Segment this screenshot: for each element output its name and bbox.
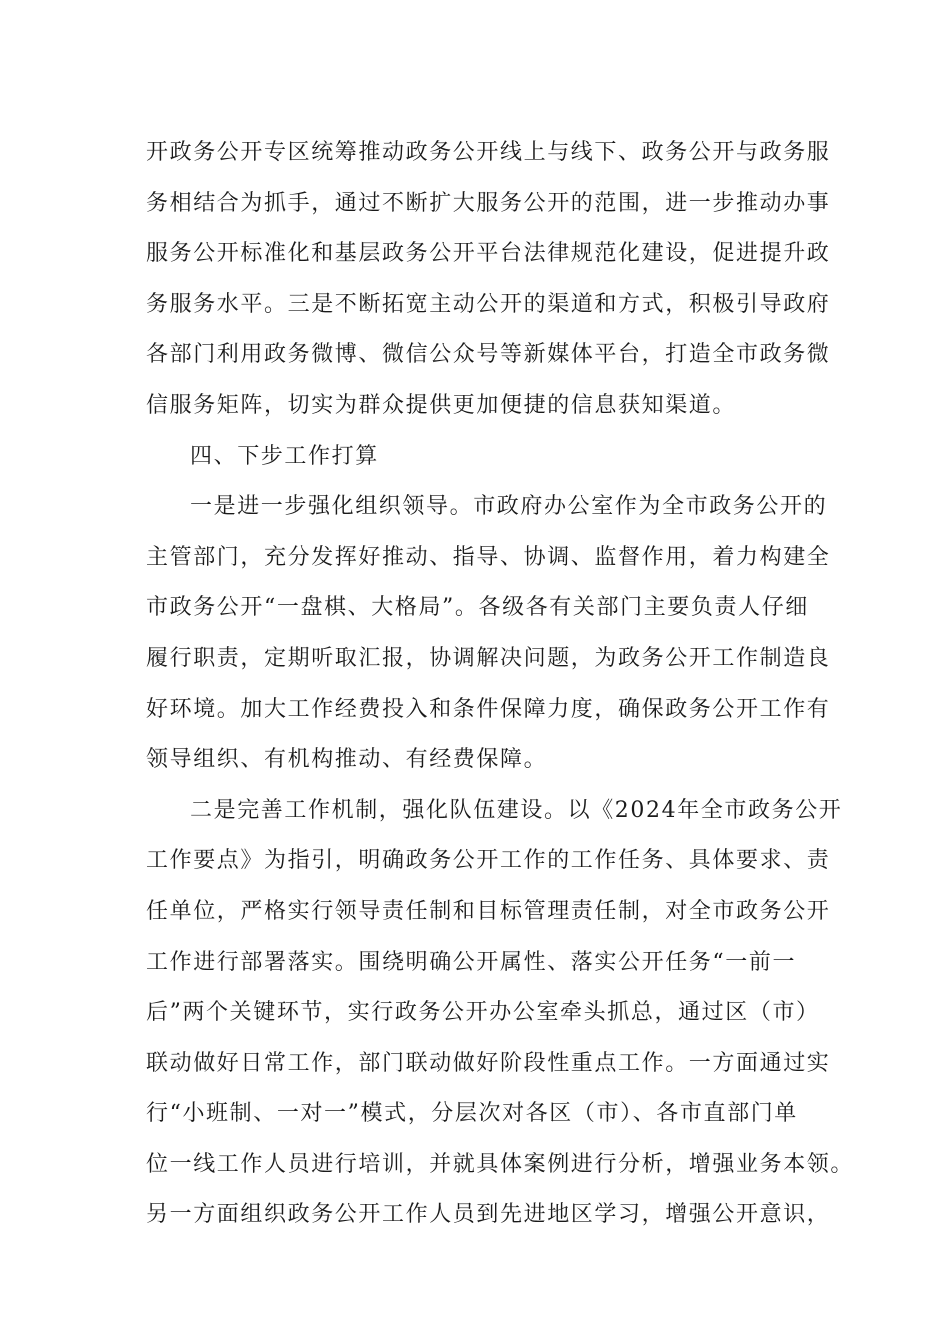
- body-line-5: 各部门利用政务微博、微信公众号等新媒体平台，打造全市政务微: [146, 342, 831, 368]
- section-heading: 四、下步工作打算: [190, 443, 379, 469]
- paragraph-2-line-4: 工作进行部署落实。围绕明确公开属性、落实公开任务“一前一: [146, 949, 797, 975]
- paragraph-1-line-5: 好环境。加大工作经费投入和条件保障力度，确保政务公开工作有: [146, 696, 831, 722]
- body-line-3: 服务公开标准化和基层政务公开平台法律规范化建设，促进提升政: [146, 241, 831, 267]
- body-line-6: 信服务矩阵，切实为群众提供更加便捷的信息获知渠道。: [146, 392, 737, 418]
- paragraph-1-line-4: 履行职责，定期听取汇报，协调解决问题，为政务公开工作制造良: [146, 645, 831, 671]
- paragraph-2-line-1: 二是完善工作机制，强化队伍建设。以《2024年全市政务公开: [190, 797, 843, 823]
- body-line-4: 务服务水平。三是不断拓宽主动公开的渠道和方式，积极引导政府: [146, 291, 831, 317]
- paragraph-2-line-6: 联动做好日常工作，部门联动做好阶段性重点工作。一方面通过实: [146, 1050, 831, 1076]
- paragraph-2-line-7: 行“小班制、一对一”模式，分层次对各区（市）、各市直部门单: [146, 1101, 798, 1127]
- paragraph-2-line-2: 工作要点》为指引，明确政务公开工作的工作任务、具体要求、责: [146, 848, 831, 874]
- paragraph-2-line-8: 位一线工作人员进行培训，并就具体案例进行分析，增强业务本领。: [146, 1151, 855, 1177]
- document-body: [146, 128, 855, 1241]
- paragraph-1-line-1: 一是进一步强化组织领导。市政府办公室作为全市政务公开的: [190, 494, 828, 520]
- paragraph-2-line-3: 任单位，严格实行领导责任制和目标管理责任制，对全市政务公开: [146, 898, 831, 924]
- body-line-1: 开政务公开专区统筹推动政务公开线上与线下、政务公开与政务服: [146, 140, 831, 165]
- paragraph-1-line-3: 市政务公开“一盘棋、大格局”。各级各有关部门主要负责人仔细: [146, 595, 809, 621]
- body-line-2: 务相结合为抓手，通过不断扩大服务公开的范围，进一步推动办事: [146, 190, 831, 216]
- paragraph-1-line-2: 主管部门，充分发挥好推动、指导、协调、监督作用，着力构建全: [146, 544, 831, 570]
- paragraph-1-line-6: 领导组织、有机构推动、有经费保障。: [146, 747, 548, 773]
- paragraph-2-line-5: 后”两个关键环节，实行政务公开办公室牵头抓总，通过区（市）: [146, 1000, 820, 1026]
- paragraph-2-line-9: 另一方面组织政务公开工作人员到先进地区学习，增强公开意识，: [146, 1202, 831, 1228]
